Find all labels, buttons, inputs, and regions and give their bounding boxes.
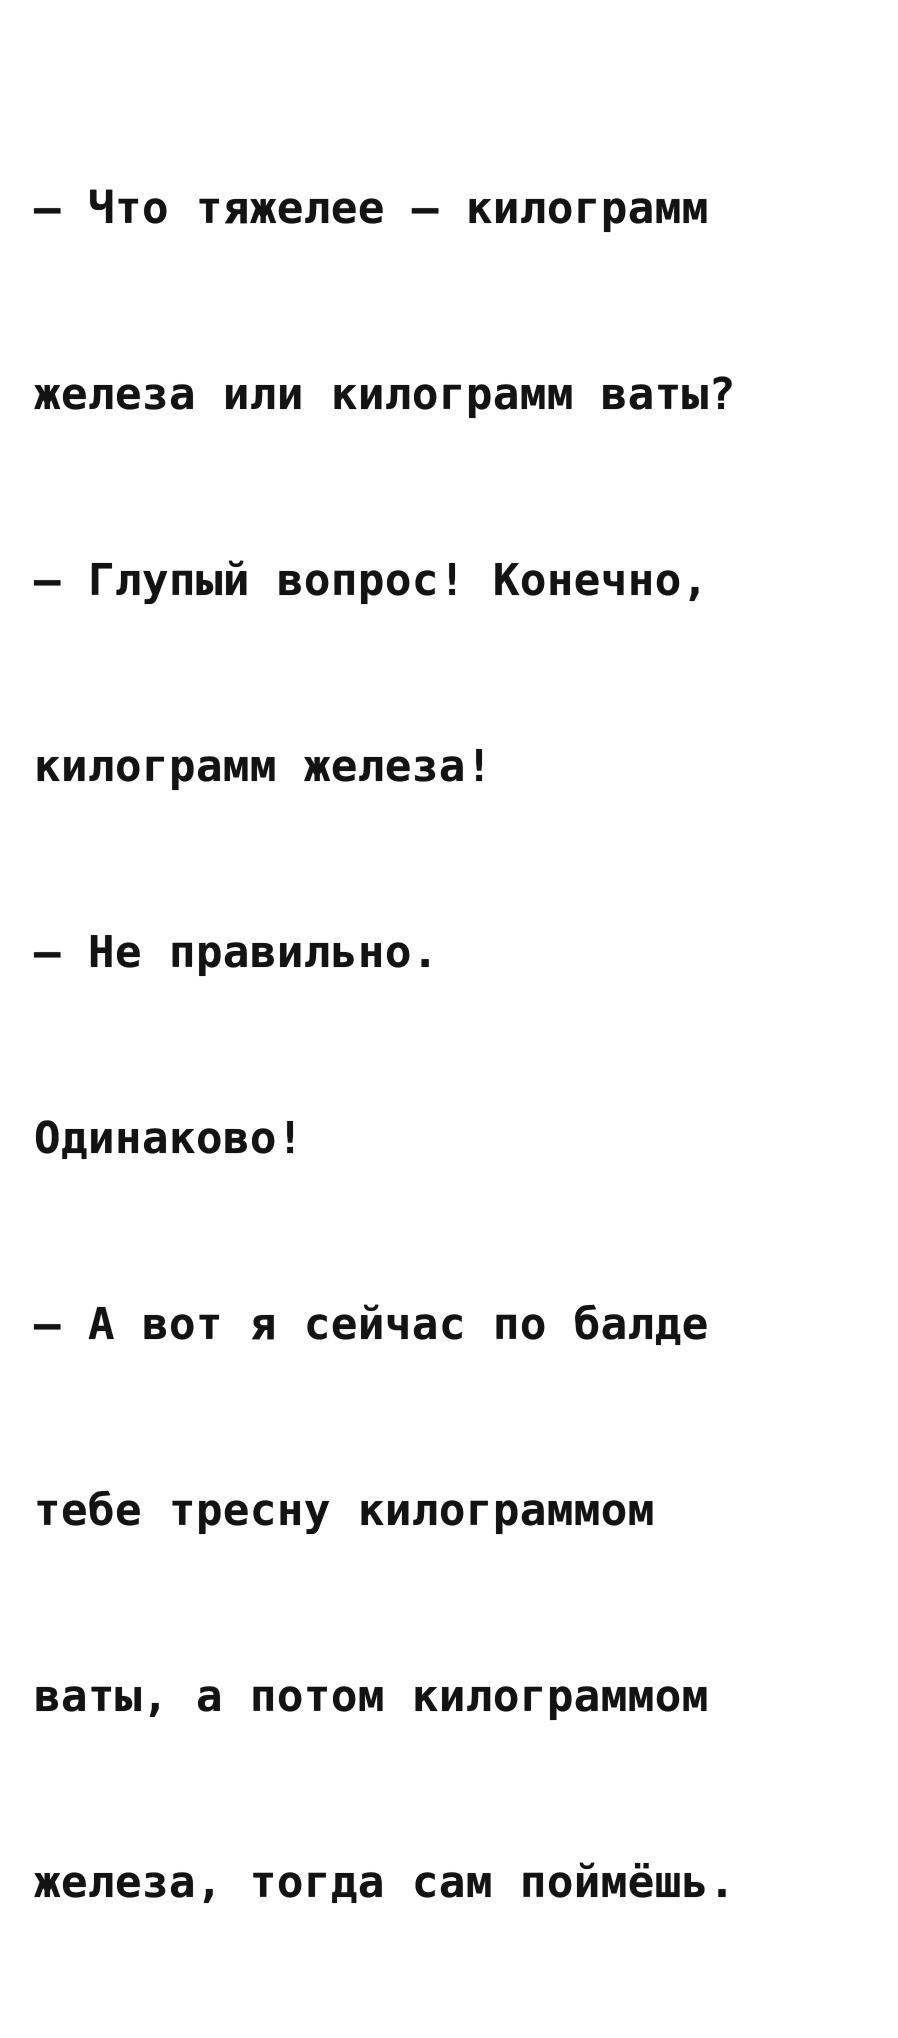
- text-line: железа, тогда сам поймёшь.: [34, 1857, 736, 1908]
- text-line: – Что тяжелее – килограмм: [34, 183, 709, 234]
- text-line: ваты, а потом килограммом: [34, 1671, 709, 1722]
- text-line: – Глупый вопрос! Конечно,: [34, 555, 709, 606]
- text-line: тебе тресну килограммом: [34, 1485, 655, 1536]
- text-line: Одинаково!: [34, 1113, 304, 1164]
- joke-text-block: [34, 54, 874, 2038]
- text-line: – Не правильно.: [34, 927, 439, 978]
- text-line: килограмм железа!: [34, 741, 493, 792]
- text-line: – А вот я сейчас по балде: [34, 1299, 709, 1350]
- text-line: железа или килограмм ваты?: [34, 369, 736, 420]
